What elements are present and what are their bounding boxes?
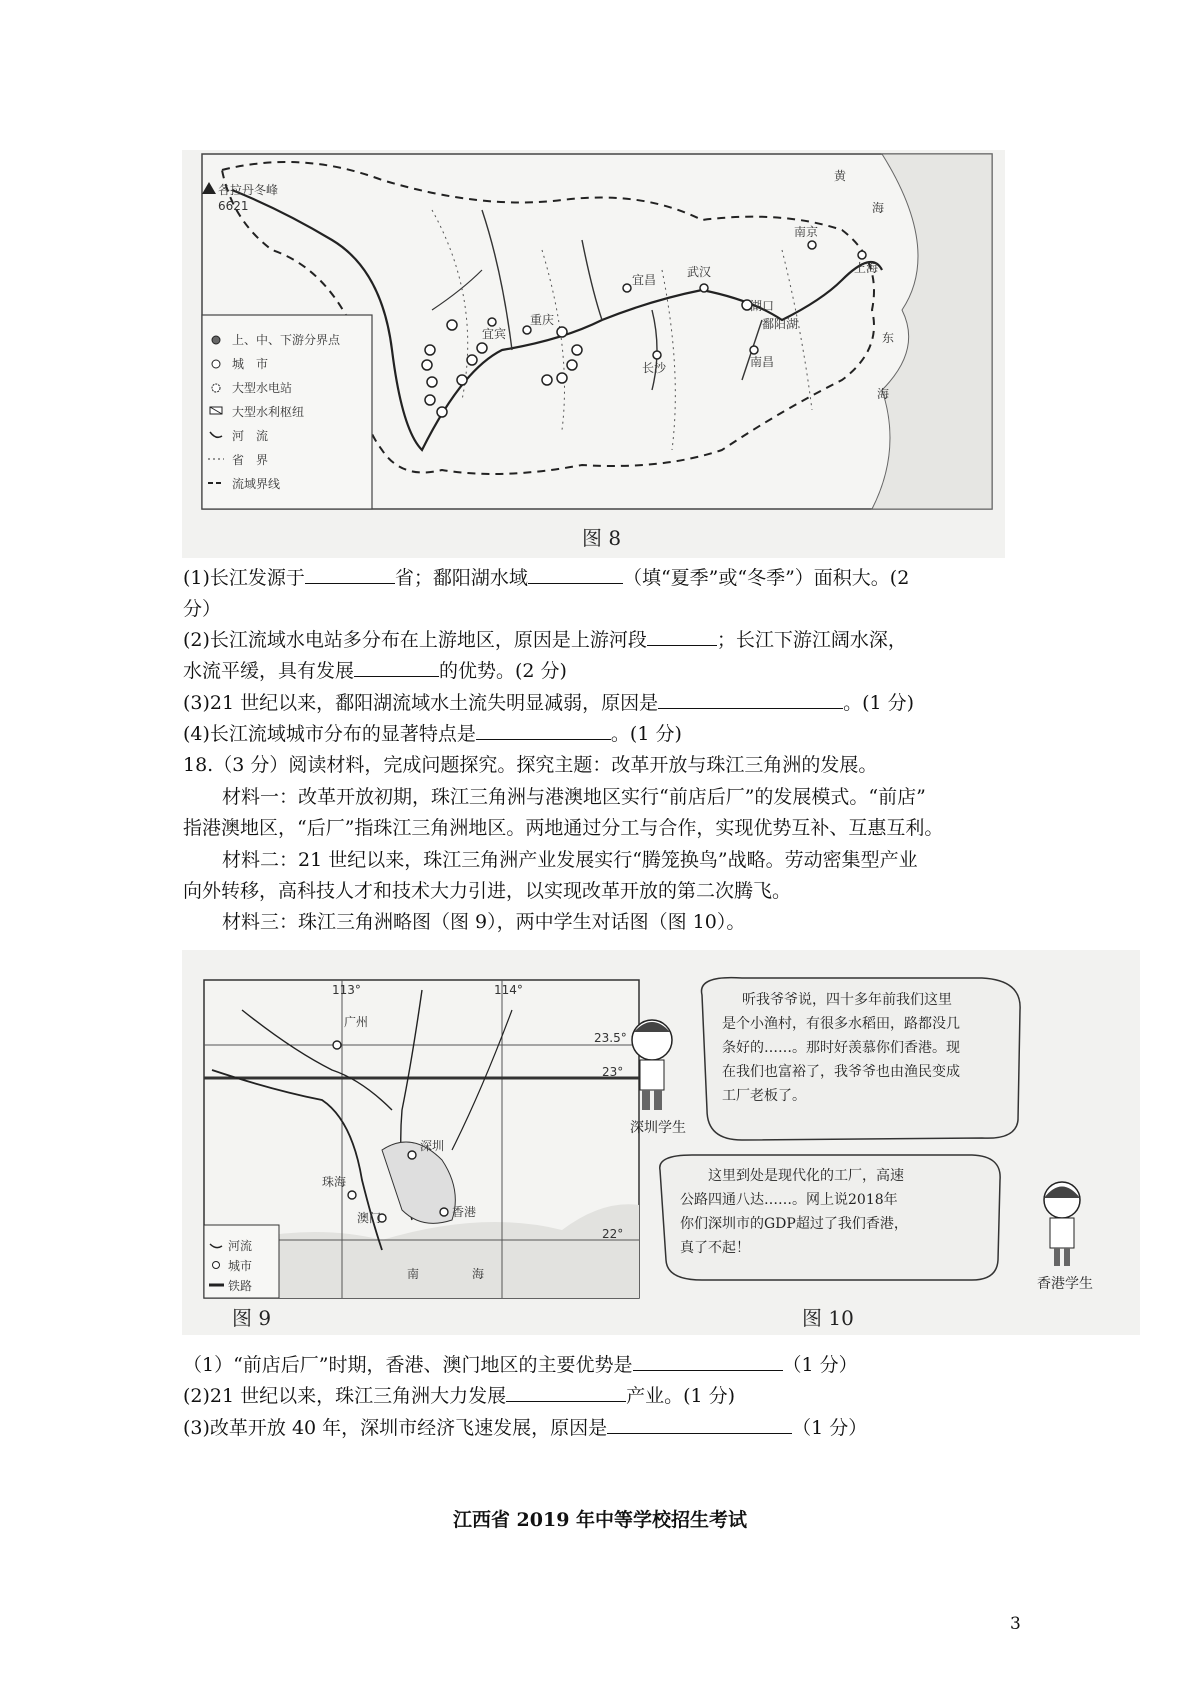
q18-material1-line2: 指港澳地区，“后厂”指珠江三角洲地区。两地通过分工与合作，实现优势互补、互惠互利。	[183, 817, 944, 839]
answer-blank[interactable]	[476, 719, 611, 740]
bubble1-line: 条好的……。那时好羡慕你们香港。现	[722, 1040, 960, 1056]
q17-p2-text-c: 水流平缓，具有发展	[183, 660, 355, 682]
lat-22: 22°	[602, 1227, 624, 1241]
legend-label-0: 上、中、下游分界点	[232, 333, 341, 347]
q17-part4	[183, 719, 682, 749]
bubble-shenzhen-text	[722, 988, 1012, 1108]
bubble1-line: 是个小渔村，有很多水稻田，路都没几	[722, 1016, 960, 1032]
answer-blank[interactable]	[647, 625, 717, 646]
legend-hydropower-icon	[212, 384, 220, 392]
sea-label-3: 东	[882, 331, 895, 345]
place-macau: 澳门	[357, 1211, 382, 1225]
answer-blank[interactable]	[658, 688, 843, 709]
figure9-caption: 图 9	[232, 1306, 272, 1330]
figure8-caption: 图 8	[582, 526, 622, 550]
legend-label-6: 流域界线	[232, 477, 281, 491]
place-zhuhai: 珠海	[322, 1175, 347, 1189]
peak-height: 6621	[218, 199, 249, 213]
place-hongkong: 香港	[452, 1205, 477, 1219]
bubble1-line: 工厂老板了。	[722, 1088, 806, 1104]
bubble1-line: 在我们也富裕了，我爷爷也由渔民变成	[722, 1064, 960, 1080]
figures-9-10-panel	[182, 950, 1140, 1335]
hongkong-student-label: 香港学生	[1037, 1276, 1093, 1292]
q18-q3-text-a: (3)改革开放 40 年，深圳市经济飞速发展，原因是	[183, 1417, 608, 1439]
answer-blank[interactable]	[354, 656, 439, 677]
lat-23: 23°	[602, 1065, 624, 1079]
q18-q2-text-b: 产业。(1 分)	[626, 1385, 736, 1407]
q17-p2-text-b: ；长江下游江阔水深，	[716, 629, 907, 651]
q17-p4-text-a: (4)长江流域城市分布的显著特点是	[183, 723, 476, 745]
city-hukou: 湖口	[750, 299, 775, 313]
legend-label-2: 大型水电站	[232, 381, 293, 395]
q18-part3	[183, 1413, 867, 1443]
sea-label-4: 海	[877, 387, 890, 401]
q18-material2-line1: 材料二：21 世纪以来，珠江三角洲产业发展实行“腾笼换鸟”战略。劳动密集型产业	[222, 849, 918, 871]
q18-q2-text-a: (2)21 世纪以来，珠江三角洲大力发展	[183, 1385, 507, 1407]
yangtze-map-svg	[182, 150, 1005, 558]
bubble2-line: 公路四通八达……。网上说2018年	[680, 1192, 898, 1208]
city-shanghai: 上海	[854, 261, 879, 275]
bubble2-line: 真了不起！	[680, 1240, 750, 1256]
place-guangzhou: 广州	[344, 1015, 369, 1029]
hongkong-student-figure	[1044, 1182, 1080, 1266]
fig9-legend-city: 城市	[228, 1259, 253, 1273]
bubble1-line: 听我爷爷说，四十多年前我们这里	[742, 992, 952, 1008]
legend-boundary-point-icon	[212, 336, 220, 344]
lon-114: 114°	[494, 983, 523, 997]
fig9-legend-river: 河流	[228, 1239, 253, 1253]
lake-poyang: 鄱阳湖	[762, 317, 799, 331]
figure10-caption: 图 10	[802, 1306, 854, 1330]
legend-label-5: 省 界	[232, 453, 269, 467]
legend-water-hub-icon	[210, 407, 222, 414]
answer-blank[interactable]	[528, 563, 623, 584]
answer-blank[interactable]	[633, 1350, 783, 1371]
page-number: 3	[1010, 1614, 1021, 1634]
legend-label-1: 城 市	[232, 357, 269, 371]
answer-blank[interactable]	[607, 1413, 792, 1434]
q17-part1-line1	[183, 563, 909, 593]
place-south: 南	[407, 1267, 420, 1281]
city-changsha: 长沙	[642, 361, 667, 375]
q17-p1-text-b: 省；鄱阳湖水域	[394, 567, 528, 589]
exam-title: 江西省 2019 年中等学校招生考试	[452, 1509, 748, 1531]
city-yichang: 宜昌	[632, 273, 657, 287]
bubble2-line: 这里到处是现代化的工厂，高速	[708, 1168, 904, 1184]
q17-part2-line1	[183, 625, 907, 655]
place-shenzhen: 深圳	[420, 1139, 445, 1153]
sea-label-2: 海	[872, 201, 885, 215]
legend-label-3: 大型水利枢纽	[232, 405, 305, 419]
q18-part1	[183, 1350, 858, 1380]
sea-label-1: 黄	[834, 169, 847, 183]
q17-p1-text-c: （填“夏季”或“冬季”）面积大。(2	[622, 567, 910, 589]
fig9-legend-railway: 铁路	[228, 1279, 253, 1293]
city-yibin: 宜宾	[482, 327, 507, 341]
q17-p3-text-b: 。(1 分)	[843, 692, 915, 714]
city-nanchang: 南昌	[750, 355, 775, 369]
q18-part2	[183, 1381, 735, 1411]
legend-city-icon	[213, 1262, 220, 1269]
bubble2-line: 你们深圳市的GDP超过了我们香港，	[680, 1216, 908, 1232]
city-chongqing: 重庆	[530, 313, 555, 327]
q17-p4-text-b: 。(1 分)	[610, 723, 682, 745]
legend-city-icon	[212, 360, 220, 368]
peak-label: 各拉丹冬峰	[218, 183, 279, 197]
q17-p3-text-a: (3)21 世纪以来，鄱阳湖流域水土流失明显减弱，原因是	[183, 692, 659, 714]
q17-part1-line2: 分）	[183, 598, 222, 620]
city-wuhan: 武汉	[687, 265, 712, 279]
city-nanjing: 南京	[794, 225, 819, 239]
q18-material3: 材料三：珠江三角洲略图（图 9），两中学生对话图（图 10）。	[222, 911, 746, 933]
q18-intro: 18.（3 分）阅读材料，完成问题探究。探究主题：改革开放与珠江三角洲的发展。	[183, 754, 878, 776]
answer-blank[interactable]	[305, 563, 395, 584]
q17-p2-text-d: 的优势。(2 分)	[439, 660, 567, 682]
q18-material2-line2: 向外转移，高科技人才和技术大力引进，以实现改革开放的第二次腾飞。	[183, 880, 792, 902]
legend-label-4: 河 流	[232, 429, 269, 443]
figure-8-yangtze-map	[182, 150, 1005, 558]
shenzhen-student-label: 深圳学生	[630, 1120, 686, 1136]
q17-part3	[183, 688, 914, 718]
q17-p2-text-a: (2)长江流域水电站多分布在上游地区，原因是上游河段	[183, 629, 647, 651]
bubble-hongkong-text	[680, 1164, 990, 1260]
q18-q1-text-a: （1）“前店后厂”时期，香港、澳门地区的主要优势是	[183, 1354, 633, 1376]
q17-p1-text-a: (1)长江发源于	[183, 567, 305, 589]
place-sea: 海	[472, 1267, 485, 1281]
lon-113: 113°	[332, 983, 361, 997]
q17-part2-line2	[183, 656, 567, 686]
lat-23-5: 23.5°	[594, 1031, 627, 1045]
q18-material1-line1: 材料一：改革开放初期，珠江三角洲与港澳地区实行“前店后厂”的发展模式。“前店”	[222, 786, 926, 808]
q18-q3-text-b: （1 分）	[792, 1417, 868, 1439]
q18-q1-text-b: （1 分）	[782, 1354, 858, 1376]
answer-blank[interactable]	[506, 1381, 626, 1402]
